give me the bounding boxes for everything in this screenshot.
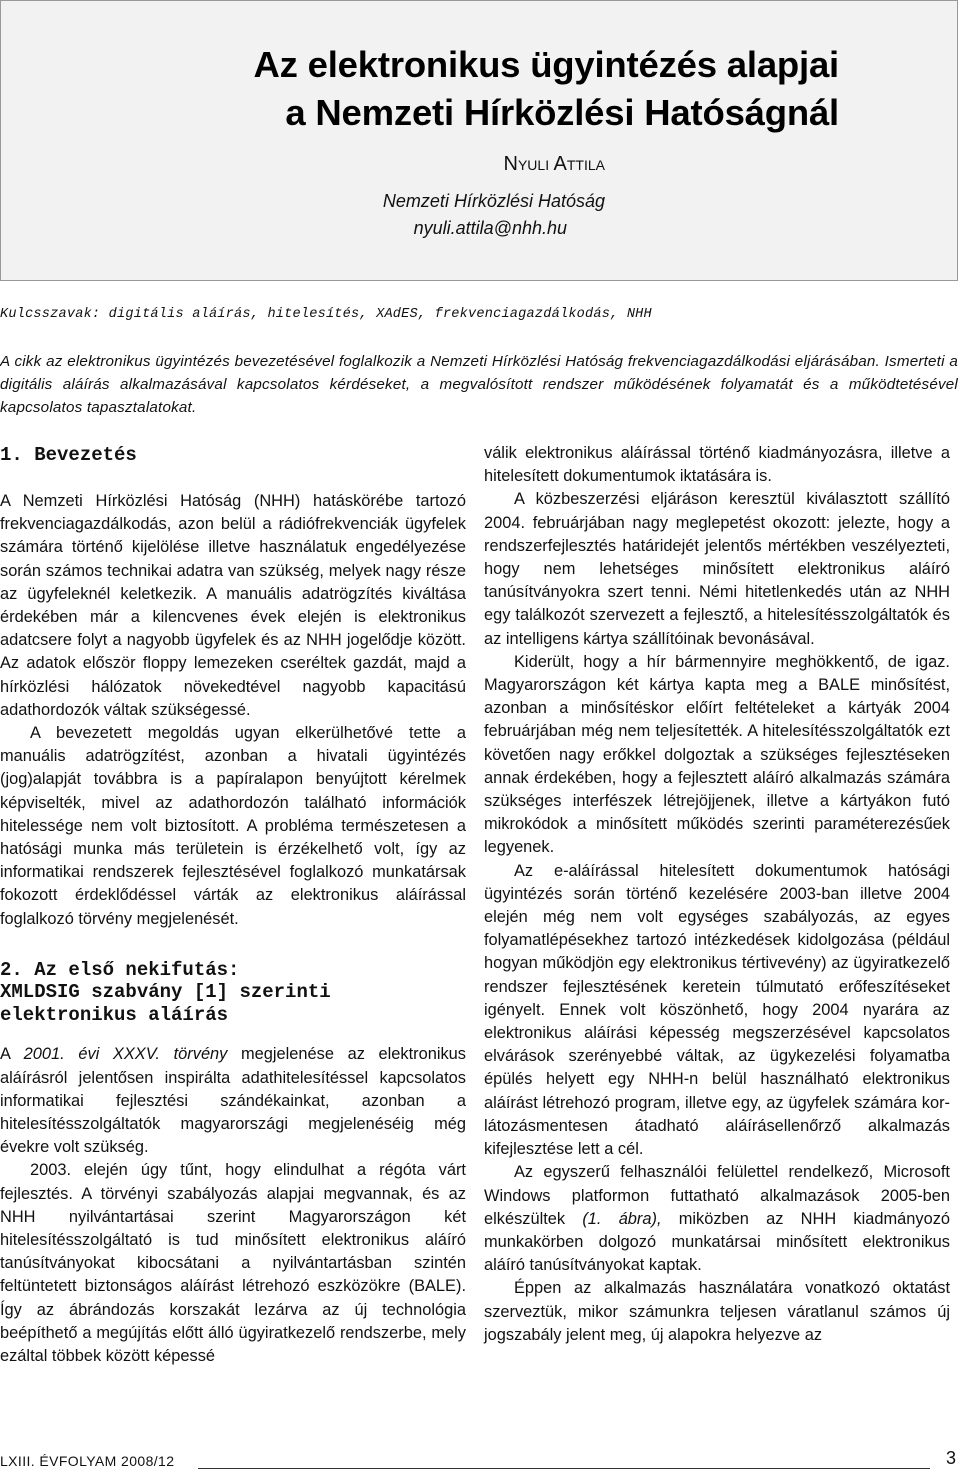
author-affiliation: Nemzeti Hírközlési Hatóság: [382, 191, 605, 211]
figure-reference: (1. ábra),: [582, 1209, 662, 1228]
section-1-heading: 1. Bevezetés: [0, 444, 137, 466]
law-reference: 2001. évi XXXV. törvény: [23, 1045, 228, 1064]
body-paragraph: Éppen az alkalmazás használatára vonatkozó oktatást szerveztük, mikor számunkra teljesen váratlanul számos új jogszabály jelent meg, új alapokra helyezve az: [484, 1279, 950, 1344]
author-email: nyuli.attila@nhh.hu: [413, 218, 567, 238]
title-line-2: a Nemzeti Hírközlési Hatóságnál: [285, 92, 839, 133]
right-column: [484, 442, 950, 1347]
section-2-paragraph: [0, 1043, 466, 1159]
section-2-heading: [0, 959, 466, 1027]
section-2-heading-line: 2. Az első nekifutás:: [0, 958, 240, 981]
title-line-1: Az elektronikus ügyintézés alapjai: [253, 44, 839, 85]
section-2-heading-line: XMLDSIG szabvány [1] szerinti: [0, 981, 331, 1004]
article-title: [253, 41, 839, 137]
body-paragraph: Kiderült, hogy a hír bármennyire meghökkentő, de igaz. Magyarországon két kártya kapta meg a BALE minősítést, azonban a minősítéskor előírt feltételeket a kártyák 2004 februárjában még nem teljesítették. A hitelesítésszolgáltatók ezt követően nagy erőkkel dolgoztak a szükséges fejlesztéseken annak érdekében, hogy a fejlesztett aláíró alkalmazás számára szükséges interfészek létrejöjjenek, illetve a kártyákon futó mikrokódok a minősített működés szerinti paraméterezésűek legyenek.: [484, 652, 950, 857]
body-paragraph: válik elektronikus aláírással történő kiadmányozásra, illetve a hitelesített dokumentumok iktatására is.: [484, 444, 950, 486]
left-column: [0, 442, 466, 1368]
text-run: miközben az NHH kiadmányozó munkakörben dolgozó munkatársai minősített elektronikus aláíró tanúsítványokat kaptak.: [484, 1209, 951, 1275]
journal-issue: LXIII. ÉVFOLYAM 2008/12: [0, 1453, 175, 1469]
section-1-paragraph: A Nemzeti Hírközlési Hatóság (NHH) hatáskörébe tartozó frekvenciagazdálkodás, azon belül a rádiófrekvenciák ügyfelek számára történő kijelölése illetve használatuk engedélyezése során számos technikai adatra van szükség, melyek nagy része az ügyfeleknél keletkezik. A manuális adatrögzítés kiváltása érdekében már a kilencvenes évek elején is elektronikus adatcsere folyt a nagyobb ügyfelek és az NHH jogelődje között. Az adatok először floppy lemezeken cseréltek gazdát, majd a hírközlési hálózatok növekedtével nagyobb kapacitású adathordozók váltak szükségessé.: [0, 492, 466, 719]
section-2-heading-line: elektronikus aláírás: [0, 1003, 229, 1026]
text-run: Az egyszerű felhasználói felülettel rendelkező, Microsoft Windows platformon futtatható alkalmazások 2005-ben elkészültek: [484, 1163, 950, 1228]
section-2-paragraph: 2003. elején úgy tűnt, hogy elindulhat a régóta várt fejlesztés. A törvényi szabályozás alapjai megvannak, és az NHH nyilvántartásai szerint Magyarországon két hitelesítésszolgáltató is tud minősített elektronikus aláíró tanúsítványokat kibocsátani a nyilvántartásban szintén feltüntetett biztonságos aláírást létrehozó eszközökre (BALE). Így az ábrándozás korszakát lezárva az új technológia beépíthető a megújítás előtt álló ügyiratkezelő rendszerbe, mely ezáltal többek között képessé: [0, 1161, 466, 1365]
abstract: A cikk az elektronikus ügyintézés bevezetésével foglalkozik a Nemzeti Hírközlési Hatóság frekvenciagazdálkodási eljárásában. Ismerteti a digitális aláírás alkalmazásával kapcsolatos kérdéseket, a megvalósított rendszer működésének folyamatát és a működtetésével kapcsolatos tapasztalatokat.: [0, 353, 958, 416]
body-paragraph: Az e-aláírással hitelesített dokumentumok hatósági ügyintézés során történő kezelésére 2003-ban illetve 2004 elején még nem volt egységes szabályozás, az egyes folyamatlépésekhez tartozó intézkedések kidolgozása (például hogyan működjön egy elektronikus tértivevény) az ügyiratkezelő rendszer fejlesztésének keretein túlmutató erőfeszítéseket igényelt. Ennek volt köszönhető, hogy 2004 nyarára az elektronikus aláírási képesség megszerzésével kapcsolatos elvárások szerényebbé váltak, az ügykezelési folyamatba épülés helyett egy NHH-n belül használható elektronikus aláírást létrehozó program, illetve egy, az ügyfelek számára korlátozásmentesen átadható aláírásellenőrző alkalmazás kifejlesztése lett a cél.: [484, 861, 950, 1159]
text-run: A: [0, 1045, 24, 1064]
body-paragraph: A közbeszerzési eljáráson keresztül kiválasztott szállító 2004. februárjában nagy meglepetést okozott: jelezte, hogy a rendszerfejlesztés határidejét jelentős mértékben veszélyezteti, hogy nem lehetséges minősített elektronikus aláíró tanúsítványokra szert tenni. Némi hitetlenkedés után az NHH egy találkozót szervezett a fejlesztő, a hitelesítésszolgáltatók és az intelligens kártya szállítóinak bevonásával.: [484, 490, 950, 648]
section-1-paragraph: A bevezetett megoldás ugyan elkerülhetővé tette a manuális adatrögzítést, azonban a hivatali ügyintézés (jog)alapját továbbra is a papíralapon benyújtott kérelmek képviselték, mivel az adathordozón található információk hitelessége nem volt biztosított. A probléma természetesen a hatósági munka más területein is érzékelhető volt, így az informatikai rendszerek fejlesztésével foglalkozó munkatársak fokozott érdeklődéssel várták az elektronikus aláírással foglalkozó törvény megjelenését.: [0, 724, 466, 928]
footer-rule: [198, 1468, 930, 1469]
author-name: Nyuli Attila: [503, 153, 605, 175]
body-paragraph: [484, 1161, 950, 1277]
page-number: 3: [945, 1448, 956, 1468]
text-run: megjelenése az elektronikus aláírásról jelentősen inspirálta adathitelesítéssel kapcsolatos informatikai fejlesztési szándékainkat, azonban a hitelesítésszolgáltatók magyarországi megjelenéséig még évekre volt szükség.: [0, 1045, 466, 1157]
keywords: Kulcsszavak: digitális aláírás, hitelesítés, XAdES, frekvenciagazdálkodás, NHH: [0, 307, 652, 322]
title-box: [0, 0, 958, 281]
